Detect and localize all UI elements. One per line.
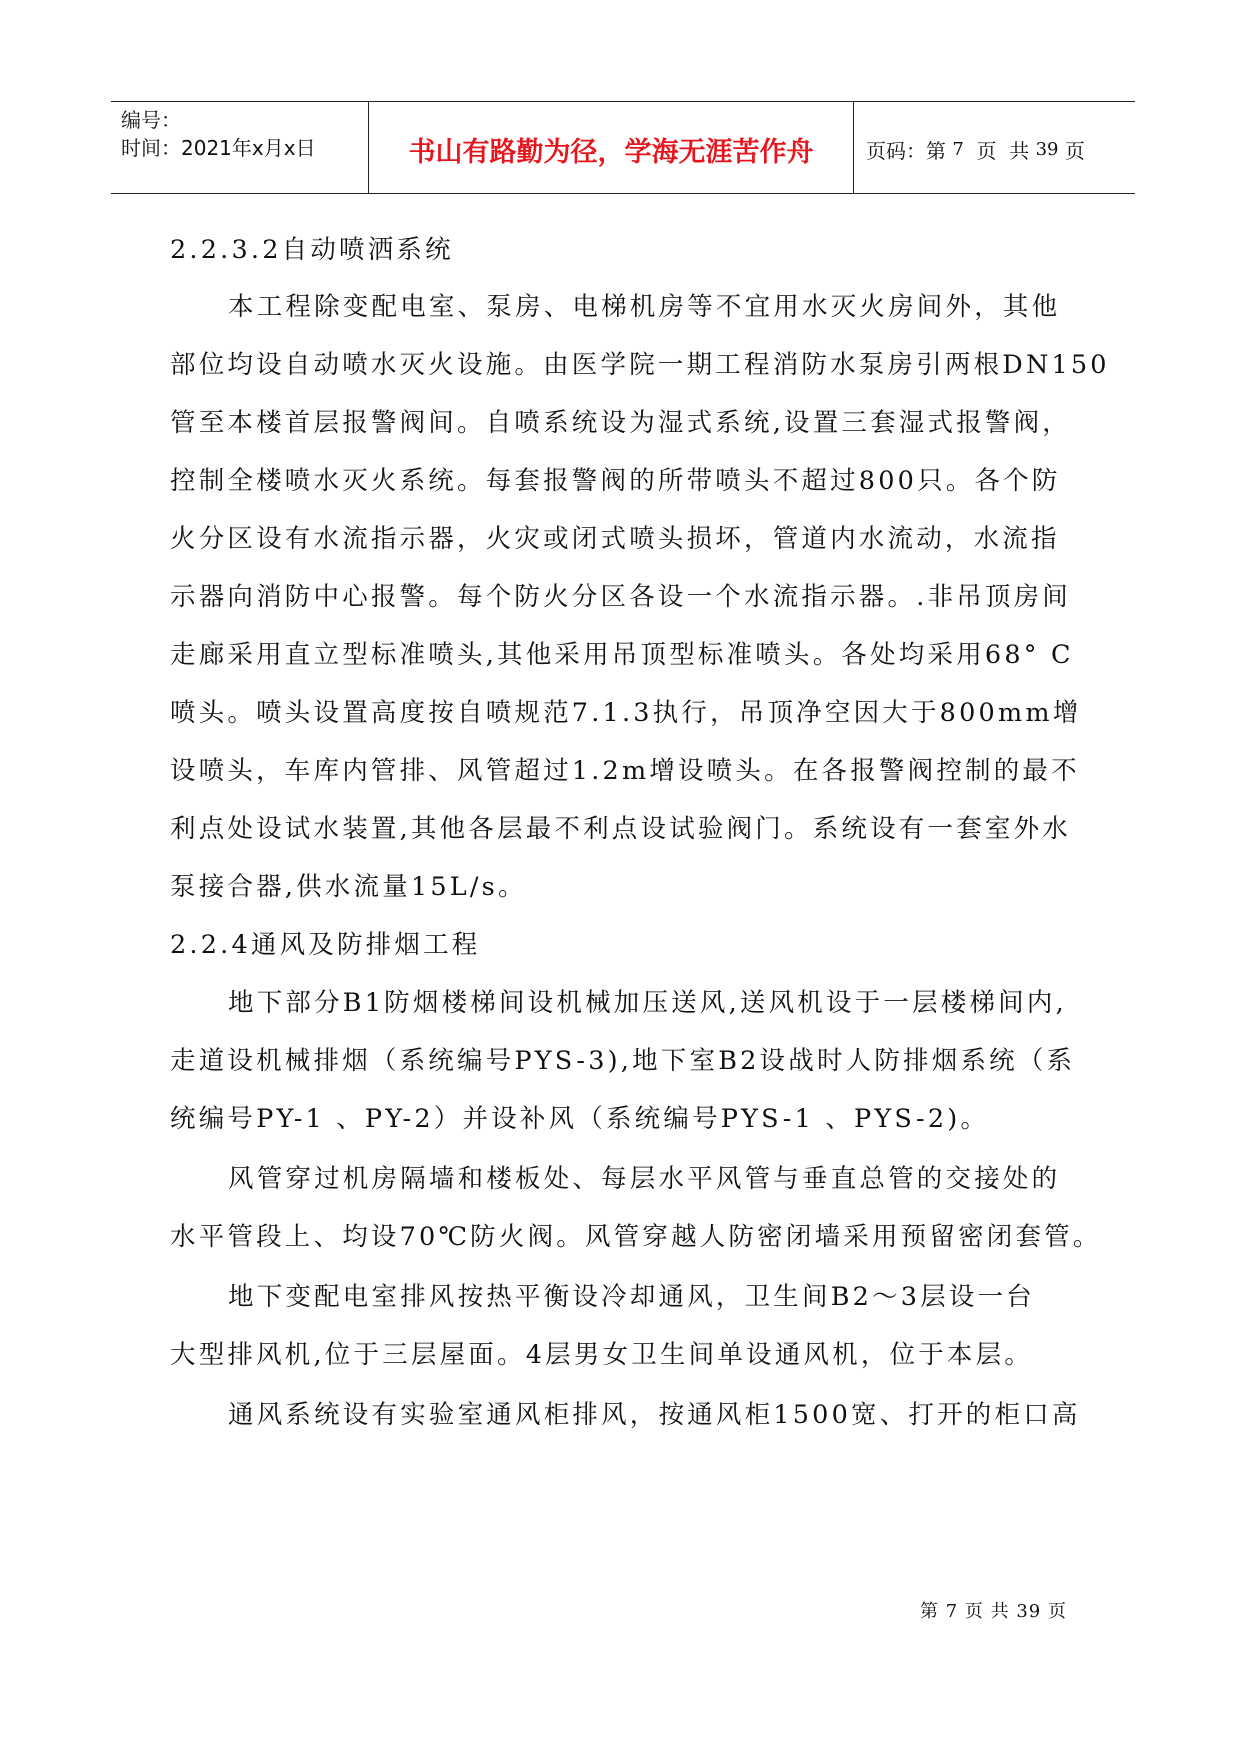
section-heading: 2.2.3.2自动喷洒系统 xyxy=(170,235,454,265)
page-end-label: 页 xyxy=(1064,139,1085,163)
paragraph-line: 本工程除变配电室、泵房、电梯机房等不宜用水灭火房间外，其他 xyxy=(228,292,1061,322)
document-number-label: 编号： xyxy=(121,108,181,132)
paragraph-line: 火分区设有水流指示器，火灾或闭式喷头损坏，管道内水流动，水流指 xyxy=(170,524,1060,554)
page-current: 7 xyxy=(952,139,964,160)
page-mid-label: 页 共 xyxy=(976,139,1030,163)
paragraph-line: 大型排风机,位于三层屋面。4层男女卫生间单设通风机，位于本层。 xyxy=(170,1340,1034,1370)
paragraph-line: 喷头。喷头设置高度按自喷规范7.1.3执行，吊顶净空因大于800mm增 xyxy=(170,698,1082,728)
page-footer: 第 7 页 共 39 页 xyxy=(920,1601,1067,1622)
section-heading: 2.2.4通风及防排烟工程 xyxy=(170,930,481,960)
header-meta-cell xyxy=(111,102,369,193)
header-page-info xyxy=(854,102,1135,193)
document-date-label: 时间：2021年x月x日 xyxy=(121,136,316,160)
paragraph-line: 地下部分B1防烟楼梯间设机械加压送风,送风机设于一层楼梯间内, xyxy=(228,988,1067,1018)
page-total: 39 xyxy=(1035,139,1059,160)
paragraph-line: 走道设机械排烟（系统编号PYS-3),地下室B2设战时人防排烟系统（系 xyxy=(170,1046,1076,1076)
paragraph-line: 通风系统设有实验室通风柜排风，按通风柜1500宽、打开的柜口高 xyxy=(228,1400,1081,1430)
paragraph-line: 泵接合器,供水流量15L/s。 xyxy=(170,872,527,902)
paragraph-line: 管至本楼首层报警阀间。自喷系统设为湿式系统,设置三套湿式报警阀， xyxy=(170,408,1072,438)
paragraph-line: 统编号PY-1 、PY-2）并设补风（系统编号PYS-1 、PYS-2)。 xyxy=(170,1104,990,1134)
page-label: 页码：第 xyxy=(866,139,946,163)
paragraph-line: 风管穿过机房隔墙和楼板处、每层水平风管与垂直总管的交接处的 xyxy=(228,1164,1061,1194)
paragraph-line: 部位均设自动喷水灭火设施。由医学院一期工程消防水泵房引两根DN150 xyxy=(170,350,1110,380)
document-header xyxy=(111,101,1135,194)
paragraph-line: 设喷头，车库内管排、风管超过1.2m增设喷头。在各报警阀控制的最不 xyxy=(170,756,1080,786)
paragraph-line: 利点处设试水装置,其他各层最不利点设试验阀门。系统设有一套室外水 xyxy=(170,814,1072,844)
paragraph-line: 水平管段上、均设70℃防火阀。风管穿越人防密闭墙采用预留密闭套管。 xyxy=(170,1222,1102,1252)
paragraph-line: 控制全楼喷水灭火系统。每套报警阀的所带喷头不超过800只。各个防 xyxy=(170,466,1061,496)
header-motto: 书山有路勤为径，学海无涯苦作舟 xyxy=(369,102,854,193)
paragraph-line: 走廊采用直立型标准喷头,其他采用吊顶型标准喷头。各处均采用68° C xyxy=(170,640,1074,670)
paragraph-line: 地下变配电室排风按热平衡设冷却通风，卫生间B2～3层设一台 xyxy=(228,1282,1035,1312)
paragraph-line: 示器向消防中心报警。每个防火分区各设一个水流指示器。.非吊顶房间 xyxy=(170,582,1072,612)
